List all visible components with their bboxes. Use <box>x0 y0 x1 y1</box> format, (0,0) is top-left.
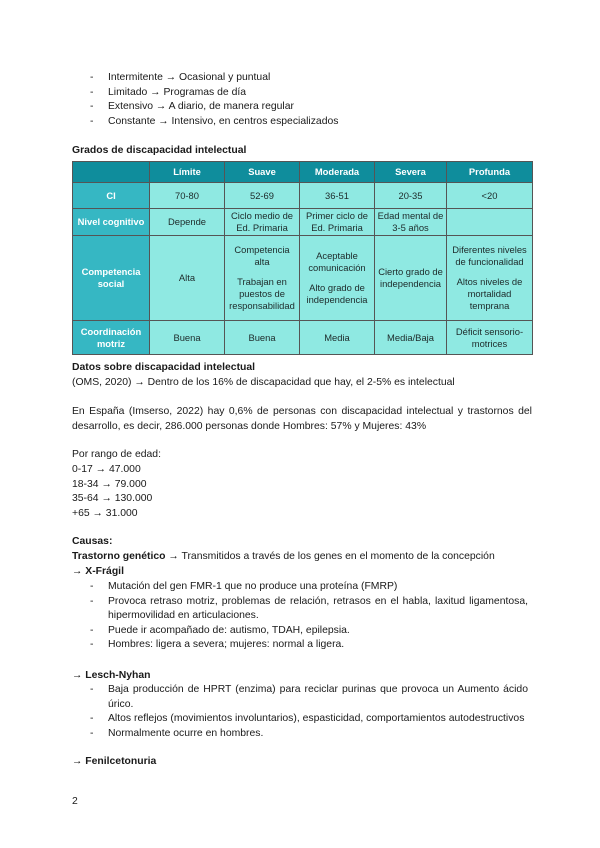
cell-text: Depende <box>167 216 207 227</box>
genetic-line <box>72 550 542 565</box>
table-row <box>73 183 533 209</box>
table-header-cell: Límite <box>150 162 225 183</box>
list-item: - Intermitente → Ocasional y puntual <box>90 71 338 86</box>
table-header-cell: Suave <box>225 162 300 183</box>
causes-title: Causas: <box>72 536 113 547</box>
oms-line: (OMS, 2020) → Dentro de los 16% de discapacidad que hay, el 2-5% es intelectual <box>72 377 455 388</box>
list-item: - Puede ir acompañado de: autismo, TDAH, epilepsia. <box>90 624 528 639</box>
lesch-list <box>90 683 528 741</box>
table-header-cell <box>73 162 150 183</box>
cell-text: Alto grado de independencia <box>306 282 368 305</box>
list-item: - Baja producción de HPRT (enzima) para reciclar purinas que provoca un Aumento ácido úrico. <box>90 683 528 712</box>
table-cell <box>225 183 300 209</box>
cell-text: Buena <box>173 331 201 343</box>
list-item: - Mutación del gen FMR-1 que no produce una proteína (FMRP) <box>90 580 528 595</box>
genetic-label: Trastorno genético <box>72 551 166 562</box>
cell-text: Déficit sensorio-motrices <box>455 325 524 349</box>
cell-text: Cierto grado de independencia <box>378 266 443 289</box>
spain-paragraph: En España (Imserso, 2022) hay 0,6% de personas con discapacidad intelectual y trastornos del desarrollo, es decir, 286.000 personas donde Hombres: 57% y Mujeres: 43% <box>72 406 532 432</box>
table-header-cell: Moderada <box>300 162 375 183</box>
table-header-cell: Severa <box>375 162 447 183</box>
age-item: 35-64 → 130.000 <box>72 493 153 504</box>
table-cell <box>225 321 300 355</box>
age-title: Por rango de edad: <box>72 449 161 460</box>
list-item: - Constante → Intensivo, en centros especializados <box>90 115 338 130</box>
list-item: - Normalmente ocurre en hombres. <box>90 727 528 742</box>
table-cell <box>300 236 375 321</box>
age-item: 0-17 → 47.000 <box>72 464 141 475</box>
cell-text: Altos niveles de mortalidad temprana <box>456 276 523 311</box>
table-cell <box>447 321 533 355</box>
cell-text: 20-35 <box>398 189 423 201</box>
row-label: CI <box>73 183 150 209</box>
page-number: 2 <box>72 796 78 807</box>
fenil-title: → Fenilcetonuria <box>72 756 157 767</box>
table-cell <box>300 321 375 355</box>
table-cell <box>300 209 375 236</box>
data-section-title: Datos sobre discapacidad intelectual <box>72 362 256 373</box>
support-levels-list <box>90 71 338 129</box>
cell-text: Diferentes niveles de funcionalidad <box>452 244 527 267</box>
genetic-text: → Transmitidos a través de los genes en el momento de la concepción <box>165 551 495 562</box>
cell-text: Buena <box>248 331 276 343</box>
table-cell <box>375 209 447 236</box>
table-row <box>73 236 533 321</box>
table-cell <box>150 321 225 355</box>
table-cell <box>447 209 533 236</box>
lesch-title: → Lesch-Nyhan <box>72 670 151 681</box>
table-header-row <box>73 162 533 183</box>
row-label: Coordinación motriz <box>73 321 150 355</box>
cell-text: 52-69 <box>250 189 274 201</box>
table-row <box>73 209 533 236</box>
table-cell <box>375 321 447 355</box>
xfragil-list <box>90 580 528 653</box>
table-cell <box>447 236 533 321</box>
table-cell <box>375 236 447 321</box>
cell-text: Media/Baja <box>387 331 434 343</box>
table-cell <box>150 183 225 209</box>
table-row <box>73 321 533 355</box>
row-label: Nivel cognitivo <box>73 209 150 236</box>
age-item: 18-34 → 79.000 <box>72 479 147 490</box>
disability-grades-table <box>72 161 533 355</box>
table-header-cell: Profunda <box>447 162 533 183</box>
cell-text: Trabajan en puestos de responsabilidad <box>229 276 295 311</box>
table-cell <box>150 209 225 236</box>
table-cell <box>225 236 300 321</box>
cell-text: Edad mental de 3-5 años <box>377 210 444 233</box>
cell-text: Aceptable comunicación <box>308 250 366 273</box>
age-item: +65 → 31.000 <box>72 508 138 519</box>
list-item: - Provoca retraso motriz, problemas de relación, retrasos en el habla, laxitud ligamentosa, hipermovilidad en articulaciones. <box>90 595 528 624</box>
cell-text: Ciclo medio de Ed. Primaria <box>230 210 293 233</box>
cell-text: 70-80 <box>175 189 199 201</box>
cell-text: Primer ciclo de Ed. Primaria <box>306 210 368 233</box>
cell-text: Competencia alta <box>234 244 290 267</box>
table-cell <box>375 183 447 209</box>
row-label: Competencia social <box>73 236 150 321</box>
table-cell <box>225 209 300 236</box>
list-item: - Hombres: ligera a severa; mujeres: normal a ligera. <box>90 638 528 653</box>
xfragil-title: → X-Frágil <box>72 566 124 577</box>
cell-text: <20 <box>481 189 498 201</box>
list-item: - Limitado → Programas de día <box>90 86 338 101</box>
cell-text: Alta <box>178 272 196 283</box>
list-item: - Altos reflejos (movimientos involuntarios), espasticidad, comportamientos autodestructivos <box>90 712 528 727</box>
cell-text: 36-51 <box>325 189 349 201</box>
list-item: - Extensivo → A diario, de manera regular <box>90 100 338 115</box>
table-title: Grados de discapacidad intelectual <box>72 145 247 156</box>
table-cell <box>150 236 225 321</box>
cell-text: Media <box>324 331 350 343</box>
table-cell <box>300 183 375 209</box>
table-cell <box>447 183 533 209</box>
